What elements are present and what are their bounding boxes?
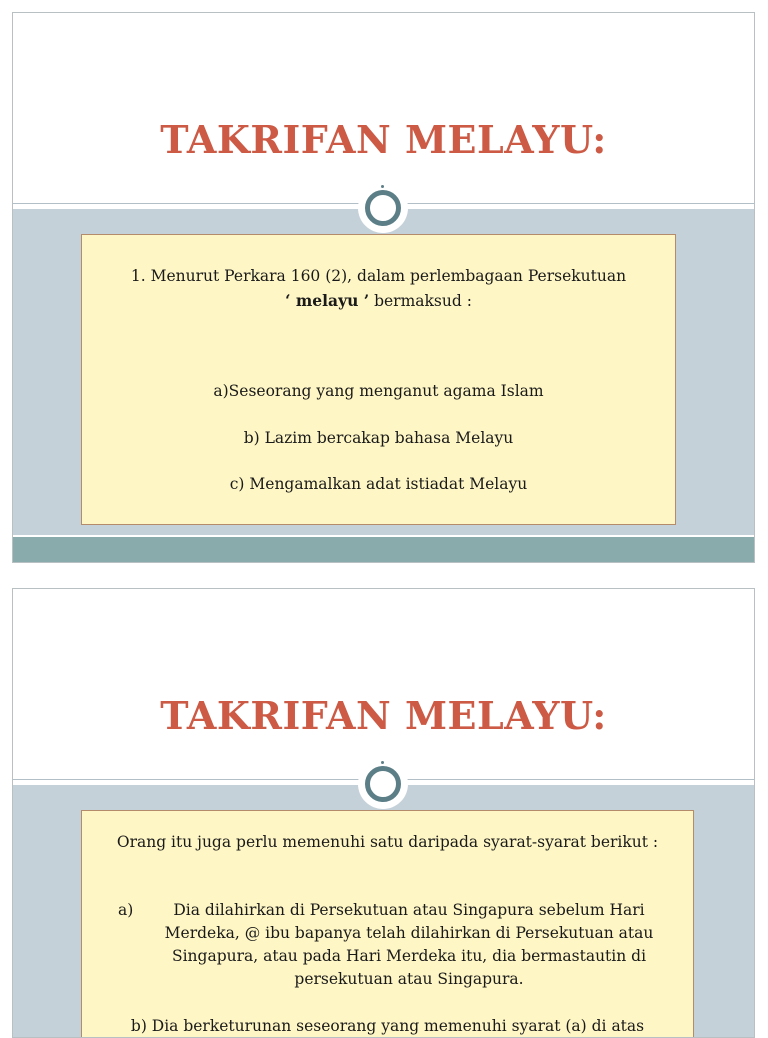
ring-icon	[365, 766, 401, 802]
condition-a-line-4: persekutuan atau Singapura.	[294, 970, 524, 988]
condition-a-line-1: Dia dilahirkan di Persekutuan atau Singapura sebelum Hari	[173, 901, 645, 919]
quoted-term: ‘ melayu ’	[285, 291, 370, 310]
definition-rest: bermaksud :	[369, 292, 472, 310]
criterion-a: a)Seseorang yang menganut agama Islam	[213, 382, 544, 400]
condition-b: b) Dia berketurunan seseorang yang memenuhi syarat (a) di atas	[130, 1017, 645, 1035]
slide-1	[12, 12, 755, 563]
ring-icon	[365, 190, 401, 226]
slide-2	[12, 588, 755, 1038]
criterion-b: b) Lazim bercakap bahasa Melayu	[243, 429, 514, 447]
condition-a-line-2: Merdeka, @ ibu bapanya telah dilahirkan di Persekutuan atau	[164, 924, 654, 942]
condition-a	[114, 899, 674, 991]
definition-line	[82, 289, 675, 313]
footer-bar	[13, 537, 754, 563]
ring-ornament	[358, 759, 408, 809]
slide-title: TAKRIFAN MELAYU:	[160, 693, 607, 738]
intro-line: Orang itu juga perlu memenuhi satu daripada syarat-syarat berikut :	[116, 833, 659, 851]
criterion-c: c) Mengamalkan adat istiadat Melayu	[229, 475, 528, 493]
ring-dot	[381, 185, 384, 188]
condition-a-marker: a)	[118, 901, 134, 919]
content-box	[81, 234, 676, 525]
intro-line: 1. Menurut Perkara 160 (2), dalam perlembagaan Persekutuan	[130, 267, 627, 285]
ring-ornament	[358, 183, 408, 233]
ring-dot	[381, 761, 384, 764]
content-box	[81, 810, 694, 1038]
condition-a-line-3: Singapura, atau pada Hari Merdeka itu, dia bermastautin di	[171, 947, 647, 965]
slide-title: TAKRIFAN MELAYU:	[160, 117, 607, 162]
